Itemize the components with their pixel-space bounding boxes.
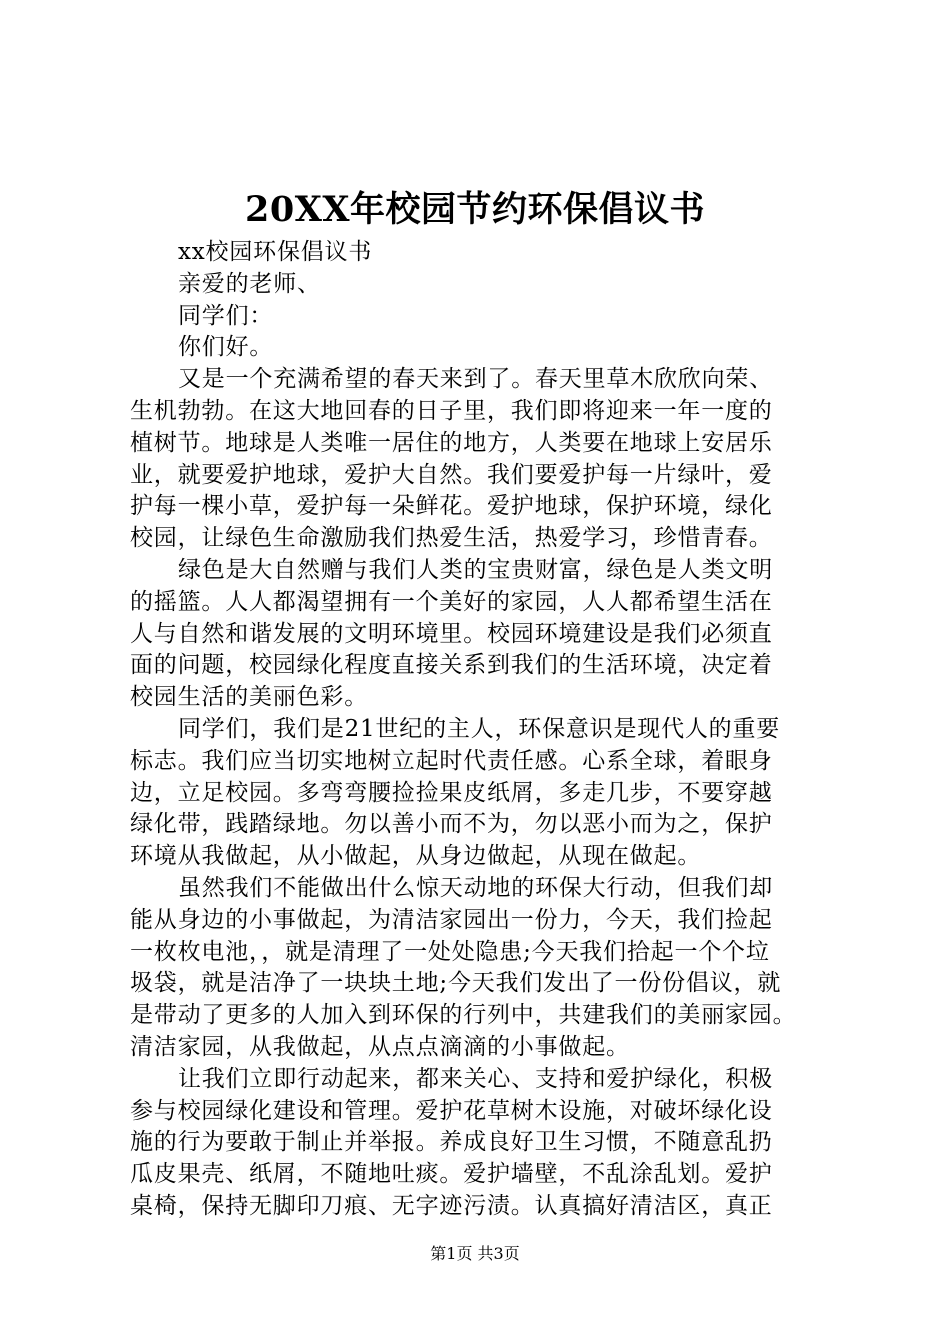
- body-line: 是带动了更多的人加入到环保的行列中，共建我们的美丽家园。: [130, 1002, 797, 1029]
- body-line: 虽然我们不能做出什么惊天动地的环保大行动，但我们却: [178, 874, 773, 901]
- body-line: 面的问题，校园绿化程度直接关系到我们的生活环境，决定着: [130, 652, 773, 679]
- document-title: 20XX年校园节约环保倡议书: [244, 189, 706, 230]
- page-footer: 第1页 共3页: [430, 1244, 520, 1263]
- body-line: 边，立足校园。多弯弯腰捡捡果皮纸屑，多走几步，不要穿越: [130, 779, 773, 806]
- body-line: 同学们：: [178, 302, 274, 329]
- body-line: 环境从我做起，从小做起，从身边做起，从现在做起。: [130, 843, 702, 870]
- body-line: 绿化带，践踏绿地。勿以善小而不为，勿以恶小而为之，保护: [130, 811, 773, 838]
- body-line: 让我们立即行动起来，都来关心、支持和爱护绿化，积极: [178, 1065, 773, 1092]
- body-line: 的摇篮。人人都渴望拥有一个美好的家园，人人都希望生活在: [130, 588, 773, 615]
- body-line: 同学们，我们是21世纪的主人，环保意识是现代人的重要: [178, 715, 781, 742]
- document-body: [130, 237, 835, 1223]
- body-line: 生机勃勃。在这大地回春的日子里，我们即将迎来一年一度的: [130, 397, 773, 424]
- body-line: 清洁家园，从我做起，从点点滴滴的小事做起。: [130, 1033, 630, 1060]
- body-line: 校园生活的美丽色彩。: [130, 684, 368, 711]
- body-line: 业，就要爱护地球，爱护大自然。我们要爱护每一片绿叶，爱: [130, 461, 773, 488]
- body-line: 你们好。: [178, 334, 274, 361]
- body-line: 标志。我们应当切实地树立起时代责任感。心系全球，着眼身: [130, 747, 773, 774]
- body-line: 护每一棵小草，爱护每一朵鲜花。爱护地球，保护环境，绿化: [130, 493, 773, 520]
- body-line: 圾袋，就是洁净了一块块土地;今天我们发出了一份份倡议，就: [130, 970, 782, 997]
- body-line: 瓜皮果壳、纸屑，不随地吐痰。爱护墙壁，不乱涂乱划。爱护: [130, 1161, 773, 1188]
- body-line: 亲爱的老师、: [178, 270, 321, 297]
- body-line: 绿色是大自然赠与我们人类的宝贵财富，绿色是人类文明: [178, 556, 773, 583]
- body-line: 人与自然和谐发展的文明环境里。校园环境建设是我们必须直: [130, 620, 773, 647]
- body-line: 能从身边的小事做起，为清洁家园出一份力，今天，我们捡起: [130, 906, 773, 933]
- body-line: 一枚枚电池，，就是清理了一处处隐患;今天我们拾起一个个垃: [130, 938, 770, 965]
- body-line: 参与校园绿化建设和管理。爱护花草树木设施，对破坏绿化设: [130, 1097, 773, 1124]
- body-line: xx校园环保倡议书: [178, 239, 373, 265]
- body-line: 植树节。地球是人类唯一居住的地方，人类要在地球上安居乐: [130, 429, 773, 456]
- body-line: 校园，让绿色生命激励我们热爱生活，热爱学习，珍惜青春。: [130, 525, 773, 552]
- body-line: 桌椅，保持无脚印刀痕、无字迹污渍。认真搞好清洁区，真正: [130, 1192, 773, 1219]
- body-line: 施的行为要敢于制止并举报。养成良好卫生习惯，不随意乱扔: [130, 1129, 773, 1156]
- body-line: 又是一个充满希望的春天来到了。春天里草木欣欣向荣、: [178, 366, 773, 393]
